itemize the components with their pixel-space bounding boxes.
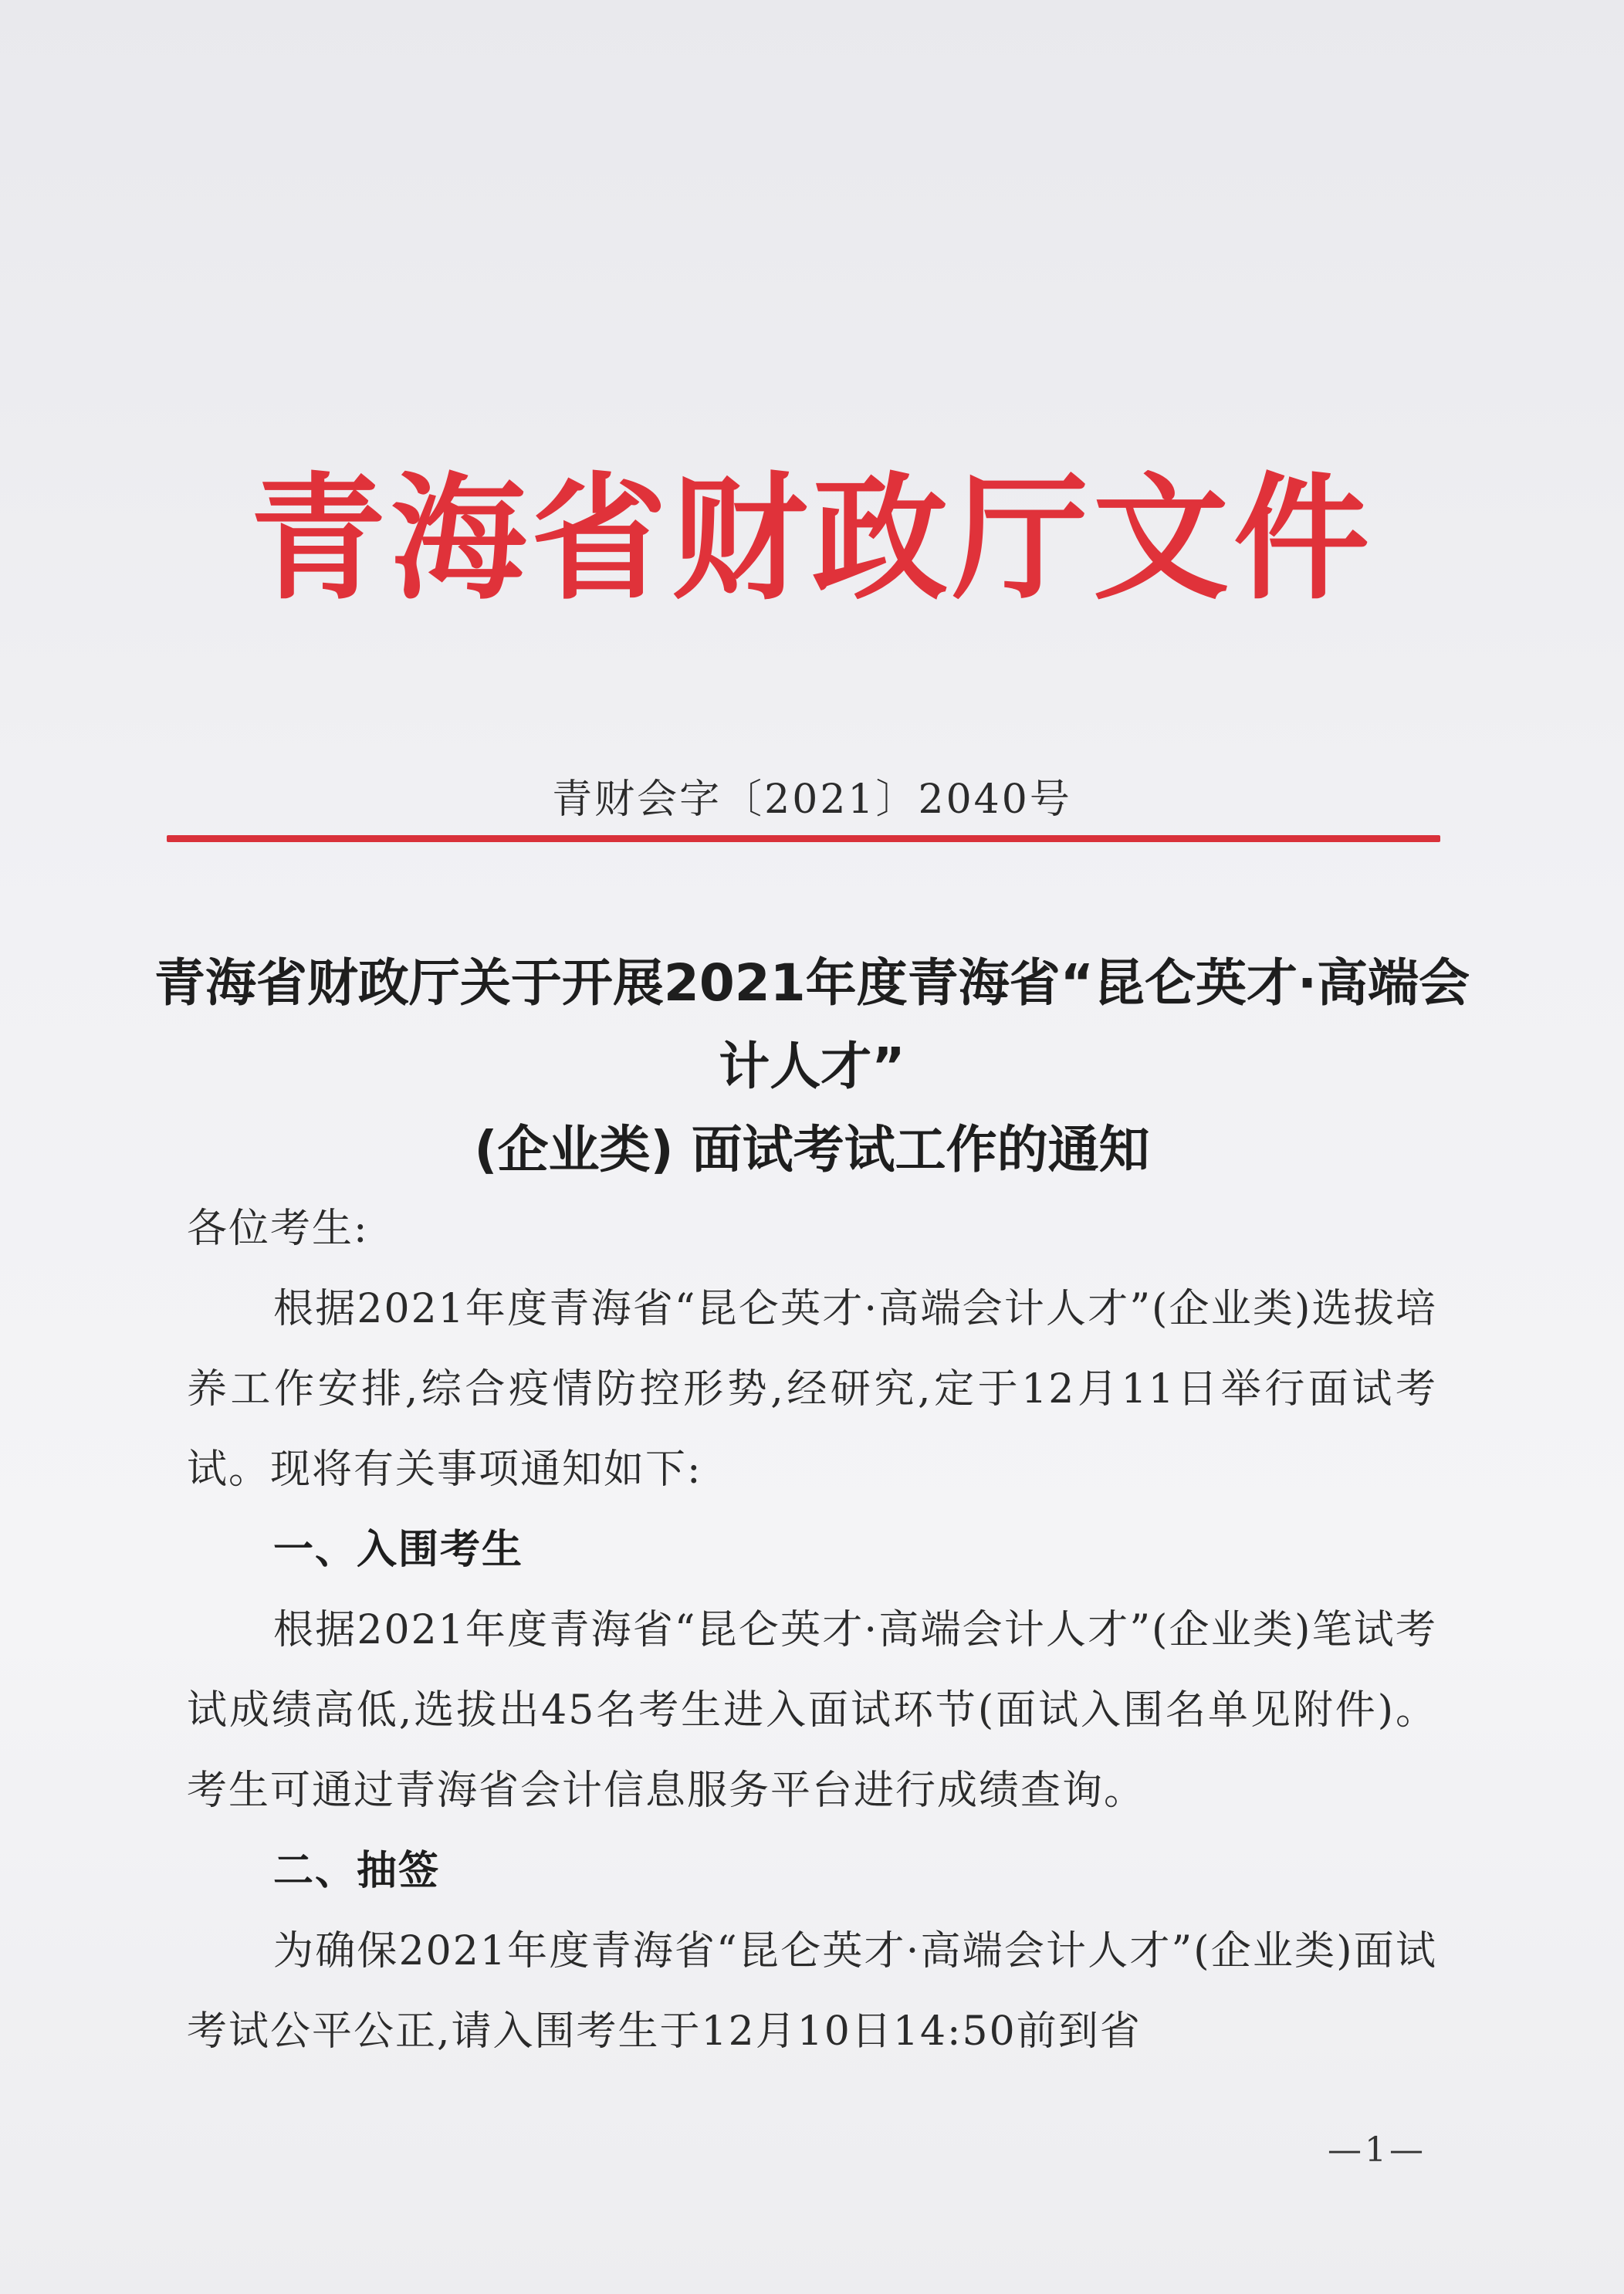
page-number: —1— [1328,2130,1426,2170]
notice-title [139,942,1485,1192]
section-2-paragraph: 为确保2021年度青海省“昆仑英才·高端会计人才”(企业类)面试考试公平公正,请入围考生于12月10日14:50前到省 [187,1928,1437,2055]
document-number: 青财会字〔2021〕2040号 [552,777,1072,823]
section-1-paragraph: 根据2021年度青海省“昆仑英才·高端会计人才”(企业类)笔试考试成绩高低,选拔出45名考生进入面试环节(面试入围名单见附件)。考生可通过青海省会计信息服务平台进行成绩查询。 [187,1607,1437,1814]
intro-paragraph: 根据2021年度青海省“昆仑英才·高端会计人才”(企业类)选拔培养工作安排,综合疫情防控形势,经研究,定于12月11日举行面试考试。现将有关事项通知如下: [187,1286,1437,1493]
salutation: 各位考生: [187,1206,369,1252]
notice-body [187,1189,1437,2072]
red-divider-rule [167,835,1440,842]
section-2-heading: 二、抽签 [273,1848,441,1894]
notice-title-line-2: (企业类) 面试考试工作的通知 [474,1120,1150,1179]
document-header-title: 青海省财政厅文件 [249,458,1374,618]
notice-title-line-1: 青海省财政厅关于开展2021年度青海省“昆仑英才·高端会计人才” [154,953,1470,1096]
section-1-heading: 一、入围考生 [273,1527,524,1573]
